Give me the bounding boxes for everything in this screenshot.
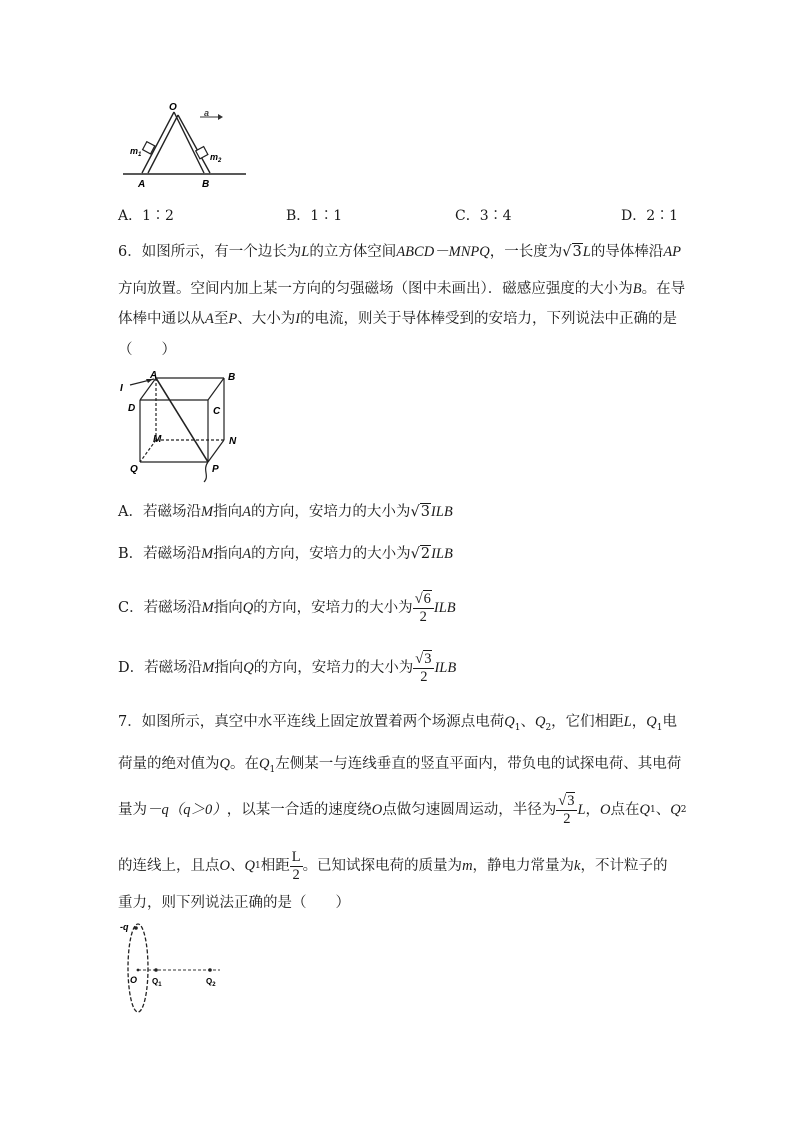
label-M: M — [153, 434, 162, 445]
svg-text:Q1: $Q_1$ — [152, 977, 162, 988]
label-Q: Q — [130, 464, 138, 475]
q6-line-3: 体棒中通以从A至P、大小为I的电流，则关于导体棒受到的安培力，下列说法中正确的是 — [118, 311, 678, 327]
label-B: B — [228, 372, 236, 383]
label-O: O — [169, 102, 177, 113]
q7-line-5: 重力，则下列说法正确的是（ ） — [118, 895, 350, 911]
q7-line-2: 荷量的绝对值为Q。在$Q_1$左侧某一与连线垂直的竖直平面内，带负电的试探电荷、其电荷 — [118, 756, 682, 775]
q5-option-b: B．1∶1 — [286, 208, 343, 224]
figure-q5-rods — [118, 98, 253, 193]
label-A: A — [150, 370, 158, 381]
q5-option-c: C．3∶4 — [455, 208, 512, 224]
block-m2 — [196, 147, 208, 159]
q6-option-d: D．若磁场沿 M 指向 Q 的方向，安培力的大小为 $\frac{√3}{2}$ ILB — [118, 650, 457, 685]
label-N: N — [229, 436, 237, 447]
svg-text:m2: $m_2$ — [210, 152, 222, 164]
label-P: P — [212, 464, 219, 475]
label-O: O — [130, 975, 138, 985]
q5-option-a: A．1∶2 — [118, 208, 174, 224]
label-m1: m — [130, 146, 139, 156]
q7-line-3: 量为 －q（q＞0） ，以某一合适的速度绕 O 点做匀速圆周运动，半径为 $\frac{√3}{2}$ L ， O 点在 Q 1 、 Q 2 — [118, 792, 687, 827]
label-neg-q: -q — [120, 922, 129, 932]
svg-text:Q2: $Q_2$ — [206, 977, 216, 988]
q6-line-2: 方向放置。空间内加上某一方向的匀强磁场（图中未画出）．磁感应强度的大小为B。在导 — [118, 281, 686, 297]
figure-q7-charges — [118, 922, 228, 1017]
q7-line-1: 7．如图所示，真空中水平连线上固定放置着两个场源点电荷$Q_1$、$Q_2$，它们相距L，$Q_1$电 — [118, 714, 677, 733]
label-I: I — [120, 383, 123, 394]
label-m2: m — [210, 152, 219, 162]
q6-option-c: C．若磁场沿 M 指向 Q 的方向，安培力的大小为 $\frac{√6}{2}$ ILB — [118, 590, 456, 625]
q7-line-4: 的连线上，且点 O 、 Q 1 相距 $\frac{L}{2}$ 。已知试探电荷的质量为 m ，静电力常量为 k ，不计粒子的 — [118, 848, 668, 883]
label-Q2: Q — [206, 977, 213, 986]
q6-answer-blank: （ ） — [118, 342, 176, 358]
svg-text:m1: $m_1$ — [130, 146, 142, 158]
q5-option-d: D．2∶1 — [621, 208, 679, 224]
label-C: C — [213, 406, 221, 417]
q6-option-b: B．若磁场沿M指向A的方向，安培力的大小为√2ILB — [118, 546, 453, 562]
label-accel: a — [204, 108, 210, 118]
label-A: A — [138, 179, 146, 190]
q6-option-a: A．若磁场沿M指向A的方向，安培力的大小为√3ILB — [118, 504, 453, 520]
label-Q1: Q — [152, 977, 159, 986]
label-D: D — [128, 403, 136, 414]
label-B: B — [202, 179, 210, 190]
figure-q6-cube — [118, 370, 248, 485]
q6-line-1: 6．如图所示，有一个边长为L的立方体空间ABCD－MNPQ，一长度为√3L的导体棒沿AP — [118, 244, 682, 260]
